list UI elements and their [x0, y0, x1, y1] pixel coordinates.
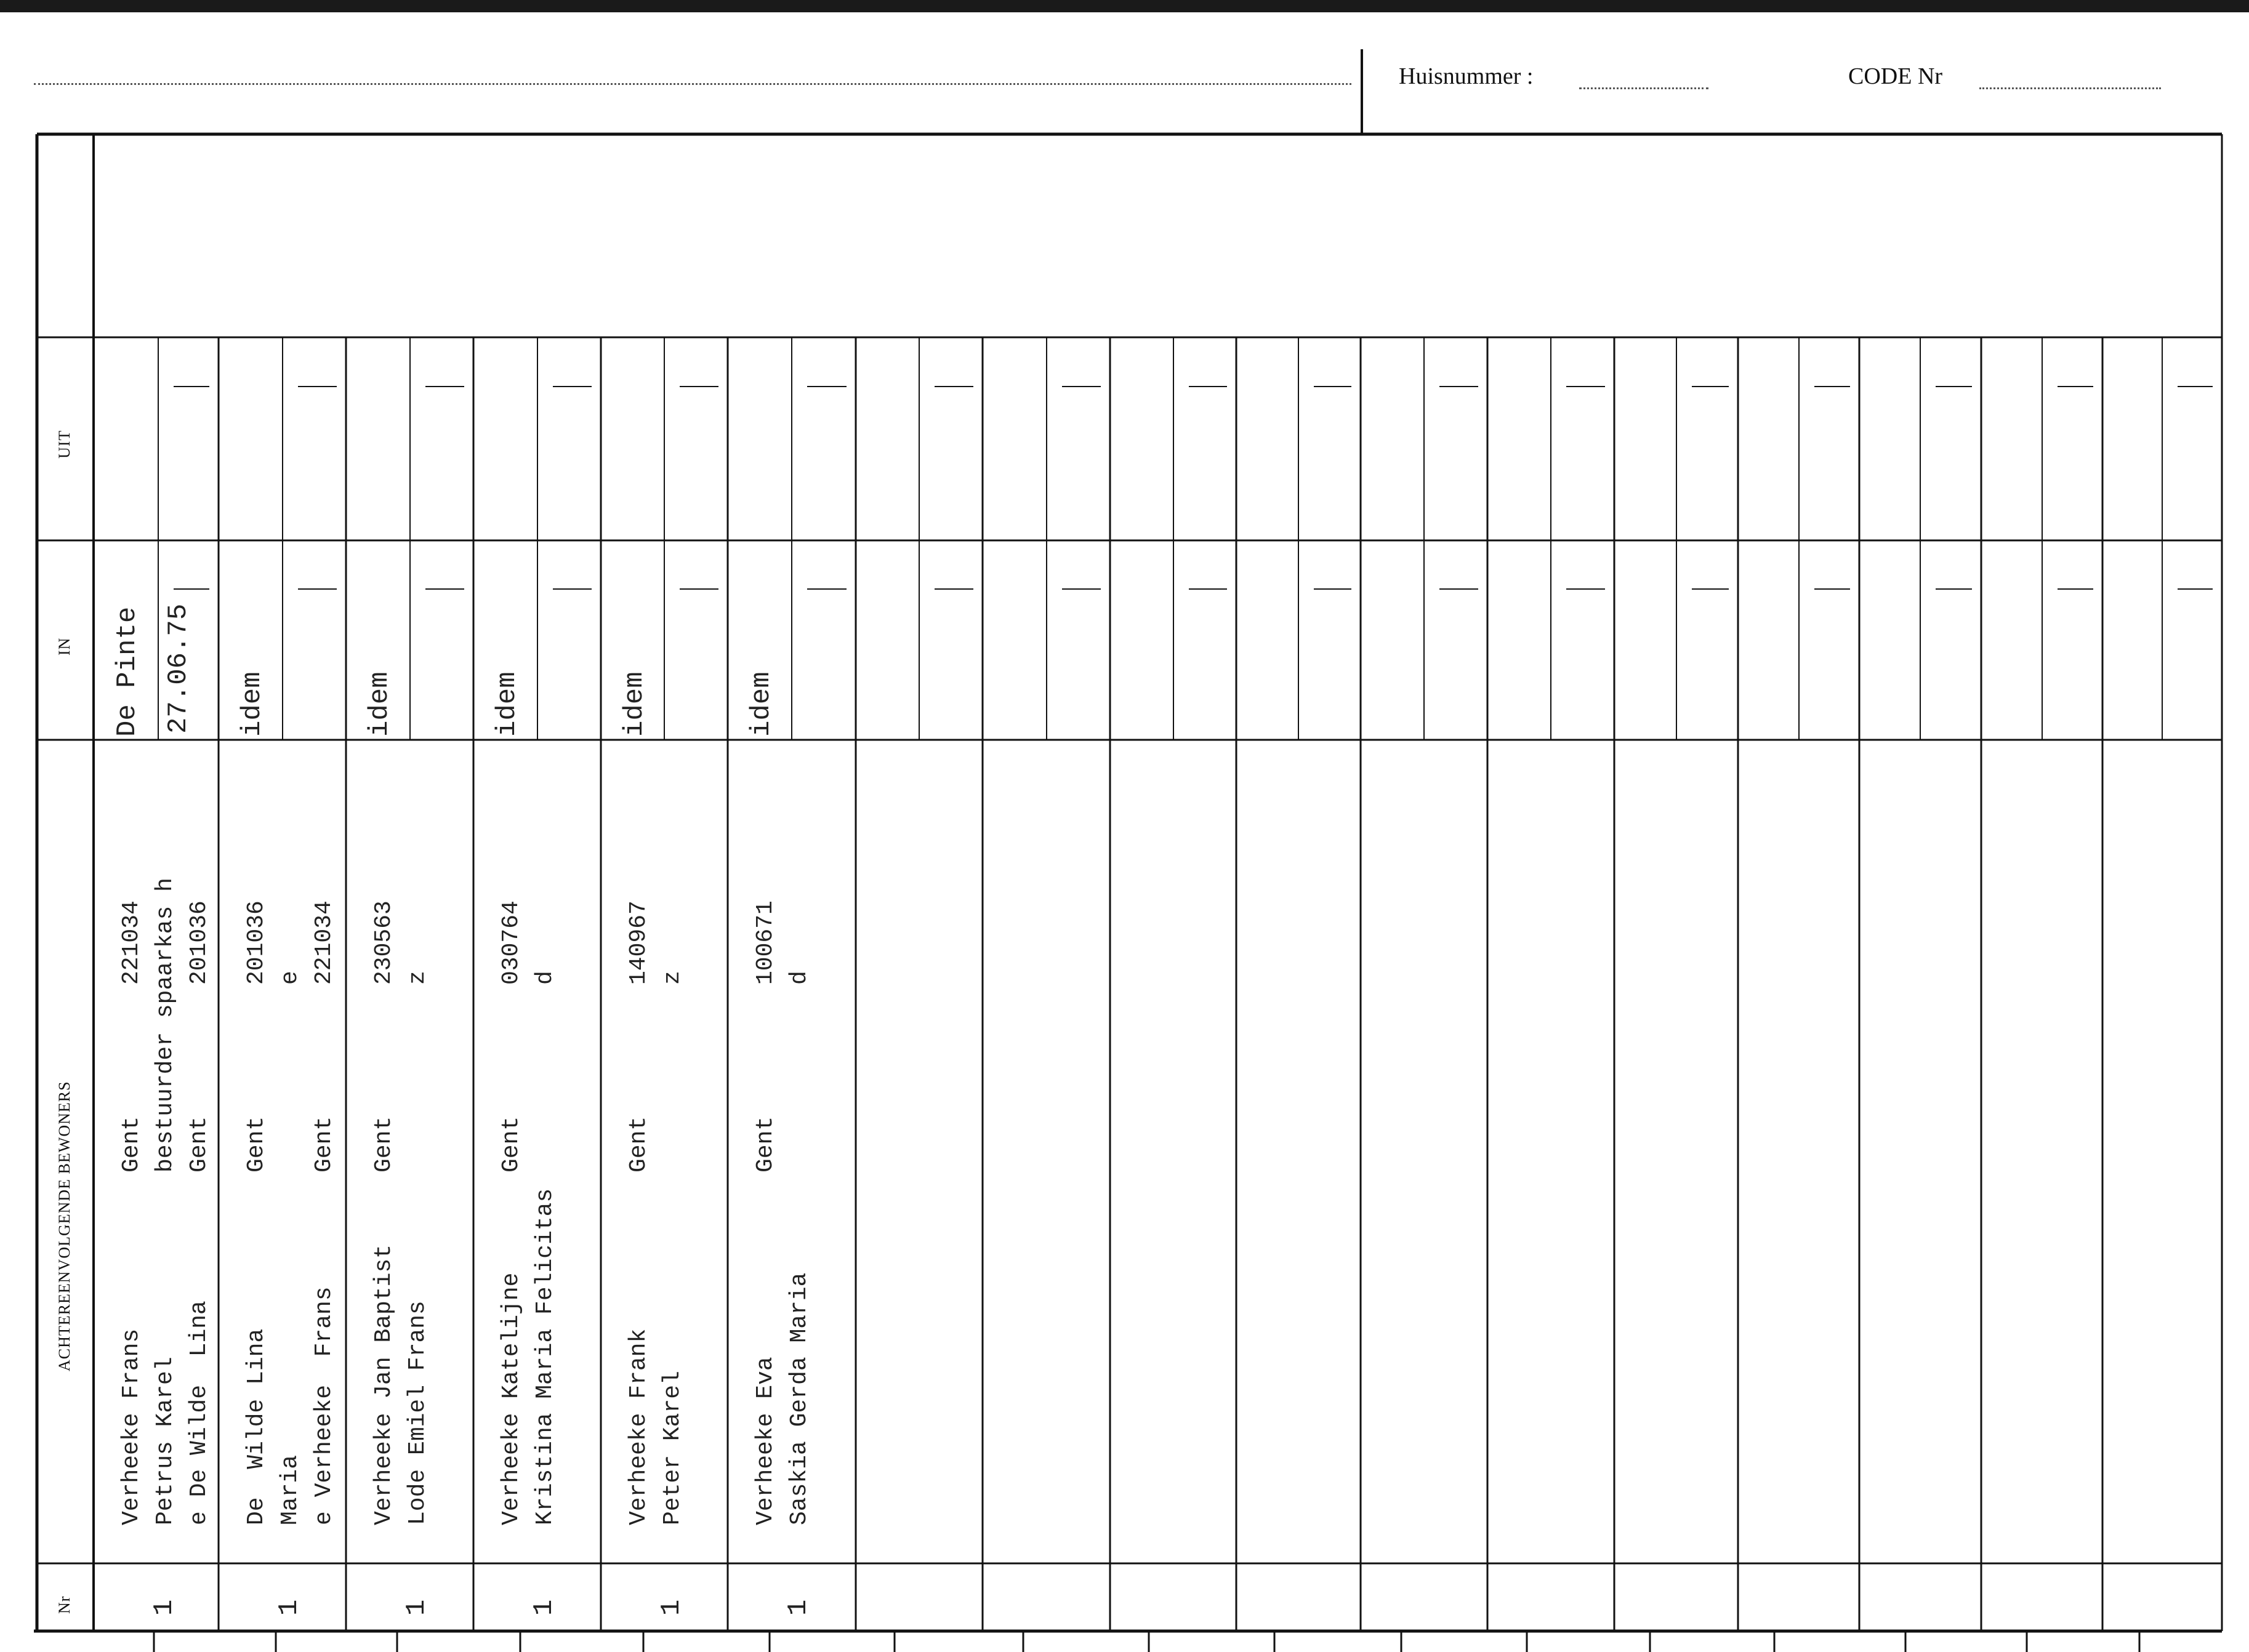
resident-name-line: Verheeke Katelijne	[498, 1272, 525, 1525]
resident-birth-code: 201036	[186, 900, 212, 985]
resident-birth-code: 140967	[626, 900, 652, 985]
resident-name-line: Maria	[277, 1454, 304, 1525]
resident-name-line: e De Wilde Lina	[186, 1301, 212, 1525]
resident-place: Gent	[498, 1116, 525, 1173]
resident-name-line: e Verheeke Frans	[311, 1286, 337, 1525]
resident-name-line: Saskia Gerda Maria	[786, 1272, 813, 1525]
resident-place: Gent	[243, 1116, 270, 1173]
resident-birth-code: 030764	[498, 900, 525, 985]
resident-birth-code: d	[786, 971, 813, 985]
resident-birth-code: 230563	[371, 900, 397, 985]
resident-name-line: Kristina Maria Felicitas	[532, 1188, 558, 1525]
in-place: idem	[492, 672, 523, 737]
resident-name-line: Peter Karel	[659, 1371, 686, 1525]
resident-name-line: Verheeke Frank	[626, 1328, 652, 1525]
huisnummer-label: Huisnummer :	[1399, 63, 1534, 89]
section-uit-label: UIT	[55, 430, 73, 459]
in-place: De Pinte	[112, 606, 143, 737]
resident-birth-code: d	[532, 971, 558, 985]
resident-nr: 1	[274, 1599, 305, 1616]
resident-place: Gent	[118, 1116, 145, 1173]
in-place: idem	[746, 672, 777, 737]
resident-place: Gent	[752, 1116, 779, 1173]
in-date: 27.06.75	[163, 603, 194, 734]
resident-birth-code: 221034	[311, 900, 337, 985]
resident-nr: 1	[656, 1599, 687, 1616]
resident-nr: 1	[149, 1599, 180, 1616]
resident-name-line: Verheeke Eva	[752, 1357, 779, 1525]
resident-birth-code: z	[404, 971, 431, 985]
in-place: idem	[364, 672, 395, 737]
resident-place: Gent	[186, 1116, 212, 1173]
in-place: idem	[619, 672, 650, 737]
section-nr-label: Nr	[55, 1595, 73, 1614]
resident-nr: 1	[783, 1599, 814, 1616]
resident-name-line: De Wilde Lina	[243, 1328, 270, 1525]
code-label: CODE Nr	[1848, 63, 1943, 89]
resident-place: Gent	[371, 1116, 397, 1173]
section-bewoners-label: ACHTEREENVOLGENDE BEWONERS	[55, 1081, 73, 1371]
resident-birth-code: 201036	[243, 900, 270, 985]
resident-name-line: Lode Emiel Frans	[404, 1301, 431, 1525]
resident-place: Gent	[311, 1116, 337, 1173]
resident-birth-code: 100671	[752, 900, 779, 985]
resident-name-line: Verheeke Jan Baptist	[371, 1244, 397, 1525]
resident-nr: 1	[401, 1599, 432, 1616]
resident-place: bestuurder spaarkas h	[152, 878, 179, 1173]
resident-birth-code: z	[659, 971, 686, 985]
in-place: idem	[237, 672, 268, 737]
resident-name-line: Verheeke Frans	[118, 1328, 145, 1525]
resident-nr: 1	[529, 1599, 560, 1616]
resident-birth-code: e	[277, 971, 304, 985]
resident-birth-code: 221034	[118, 900, 145, 985]
resident-name-line: Petrus Karel	[152, 1357, 179, 1525]
resident-place: Gent	[626, 1116, 652, 1173]
section-in-label: IN	[55, 637, 73, 656]
